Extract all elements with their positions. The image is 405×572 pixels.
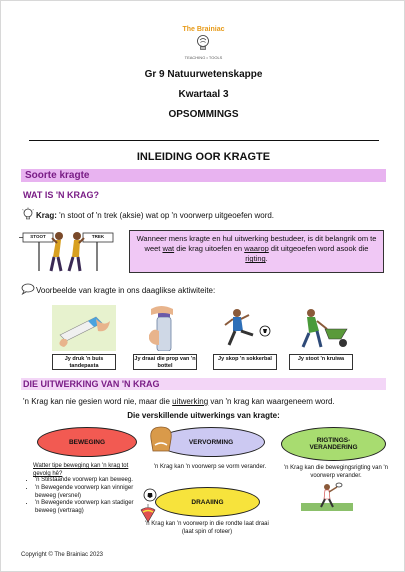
rigting-ellipse: [281, 427, 386, 461]
pull-sign-label: TREK: [91, 234, 105, 239]
effects-heading: DIE UITWERKING VAN 'N KRAG: [23, 379, 160, 389]
soccer-kick-image: [213, 305, 277, 351]
toothpaste-image: [52, 305, 116, 351]
callout-wat: wat: [162, 244, 175, 254]
beweging-ellipse: BEWEGING: [37, 427, 137, 457]
effects-intro-1: 'n Krag kan nie gesien word nie, maar die: [23, 397, 173, 406]
grade-title: Gr 9 Natuurwetenskappe: [144, 69, 263, 80]
term-title: Kwartaal 3: [178, 89, 229, 100]
section-heading: INLEIDING OOR KRAGTE: [136, 151, 271, 163]
rigting-text: 'n Krag kan die bewegingsrigting van 'n voorwerp verander.: [283, 465, 389, 479]
vervorming-text: 'n Krag kan 'n voorwerp se vorm verander.: [153, 464, 267, 470]
callout-text-1: Wanneer mens kragte en hul uitwerking bestudeer, is dit belangrik om te weet: [136, 234, 377, 254]
bottle-cap-image: [133, 305, 197, 351]
spinning-top-image: [139, 503, 157, 523]
effects-intro-2: van 'n krag kan waargeneem word.: [208, 397, 335, 406]
callout-text-3: dit uitgeoefen word asook die: [268, 244, 369, 254]
header-divider: [29, 140, 379, 141]
rigting-label-1: RIGTINGS-: [316, 437, 351, 444]
effects-intro: [23, 397, 388, 407]
vervorming-ellipse: VERVORMING: [157, 427, 265, 457]
push-sign-label: STOOT: [30, 234, 46, 239]
effects-intro-underline: uitwerking: [172, 397, 209, 406]
callout-text-2: die krag uitoefen en: [174, 244, 245, 254]
document-type-title: OPSOMMINGS: [168, 109, 239, 120]
brand-subtitle: TEACHING • TOOLS: [184, 55, 223, 60]
callout-rigting: rigting: [245, 254, 266, 264]
list-item: • 'n Bewegende voorwerp kan stadiger beweeg (vertraag): [35, 500, 145, 516]
speech-bubble-icon: [21, 283, 35, 295]
wheelbarrow-image: [289, 305, 353, 351]
force-definition: [36, 211, 386, 221]
force-definition-text: 'n stoot of 'n trek (aksie) wat op 'n voorwerp uitgeoefen word.: [56, 211, 275, 220]
force-term: Krag:: [36, 211, 57, 220]
tennis-image: [301, 481, 353, 511]
push-pull-illustration: [19, 227, 119, 273]
draaiing-ellipse: DRAAIING: [155, 487, 260, 517]
callout-box: [129, 230, 384, 273]
examples-intro: Voorbeelde van kragte in ons daaglikse aktiwiteite:: [36, 286, 216, 295]
draaiing-text: 'n Krag kan 'n voorwerp in die rondte laat draai (laat spin of roteer): [145, 521, 269, 535]
caption-soccer: Jy skop 'n sokkerbal: [213, 354, 277, 370]
list-item: • 'n Stilstaande voorwerp kan beweeg.: [35, 477, 145, 485]
list-item: • 'n Bewegende voorwerp kan vinniger beweeg (versnel): [35, 485, 145, 501]
footer-copyright: Copyright © The Brainiac 2023: [21, 552, 104, 558]
lightbulb-idea-icon: [21, 207, 35, 221]
beweging-question-text: Watter tipe beweging kan 'n krag tot gevolg hê?: [33, 463, 129, 477]
beweging-list: [25, 477, 145, 516]
callout-waarop: waarop: [244, 244, 269, 254]
rigting-label-2: VERANDERING: [309, 444, 358, 451]
caption-toothpaste: Jy druk 'n buis tandepasta: [52, 354, 116, 370]
what-is-force-heading: WAT IS 'N KRAG?: [23, 190, 99, 200]
section-band-title: Soorte kragte: [25, 170, 90, 181]
caption-wheelbarrow: Jy stoot 'n kruiwa: [289, 354, 353, 370]
brand-name: The Brainiac: [182, 26, 225, 33]
caption-bottle: Jy draai die prop van 'n bottel: [134, 356, 196, 369]
bread-image: [147, 423, 175, 455]
lightbulb-logo-icon: [195, 34, 211, 54]
effects-subtitle: Die verskillende uitwerkings van kragte:: [127, 411, 280, 420]
callout-text-4: .: [265, 254, 268, 264]
